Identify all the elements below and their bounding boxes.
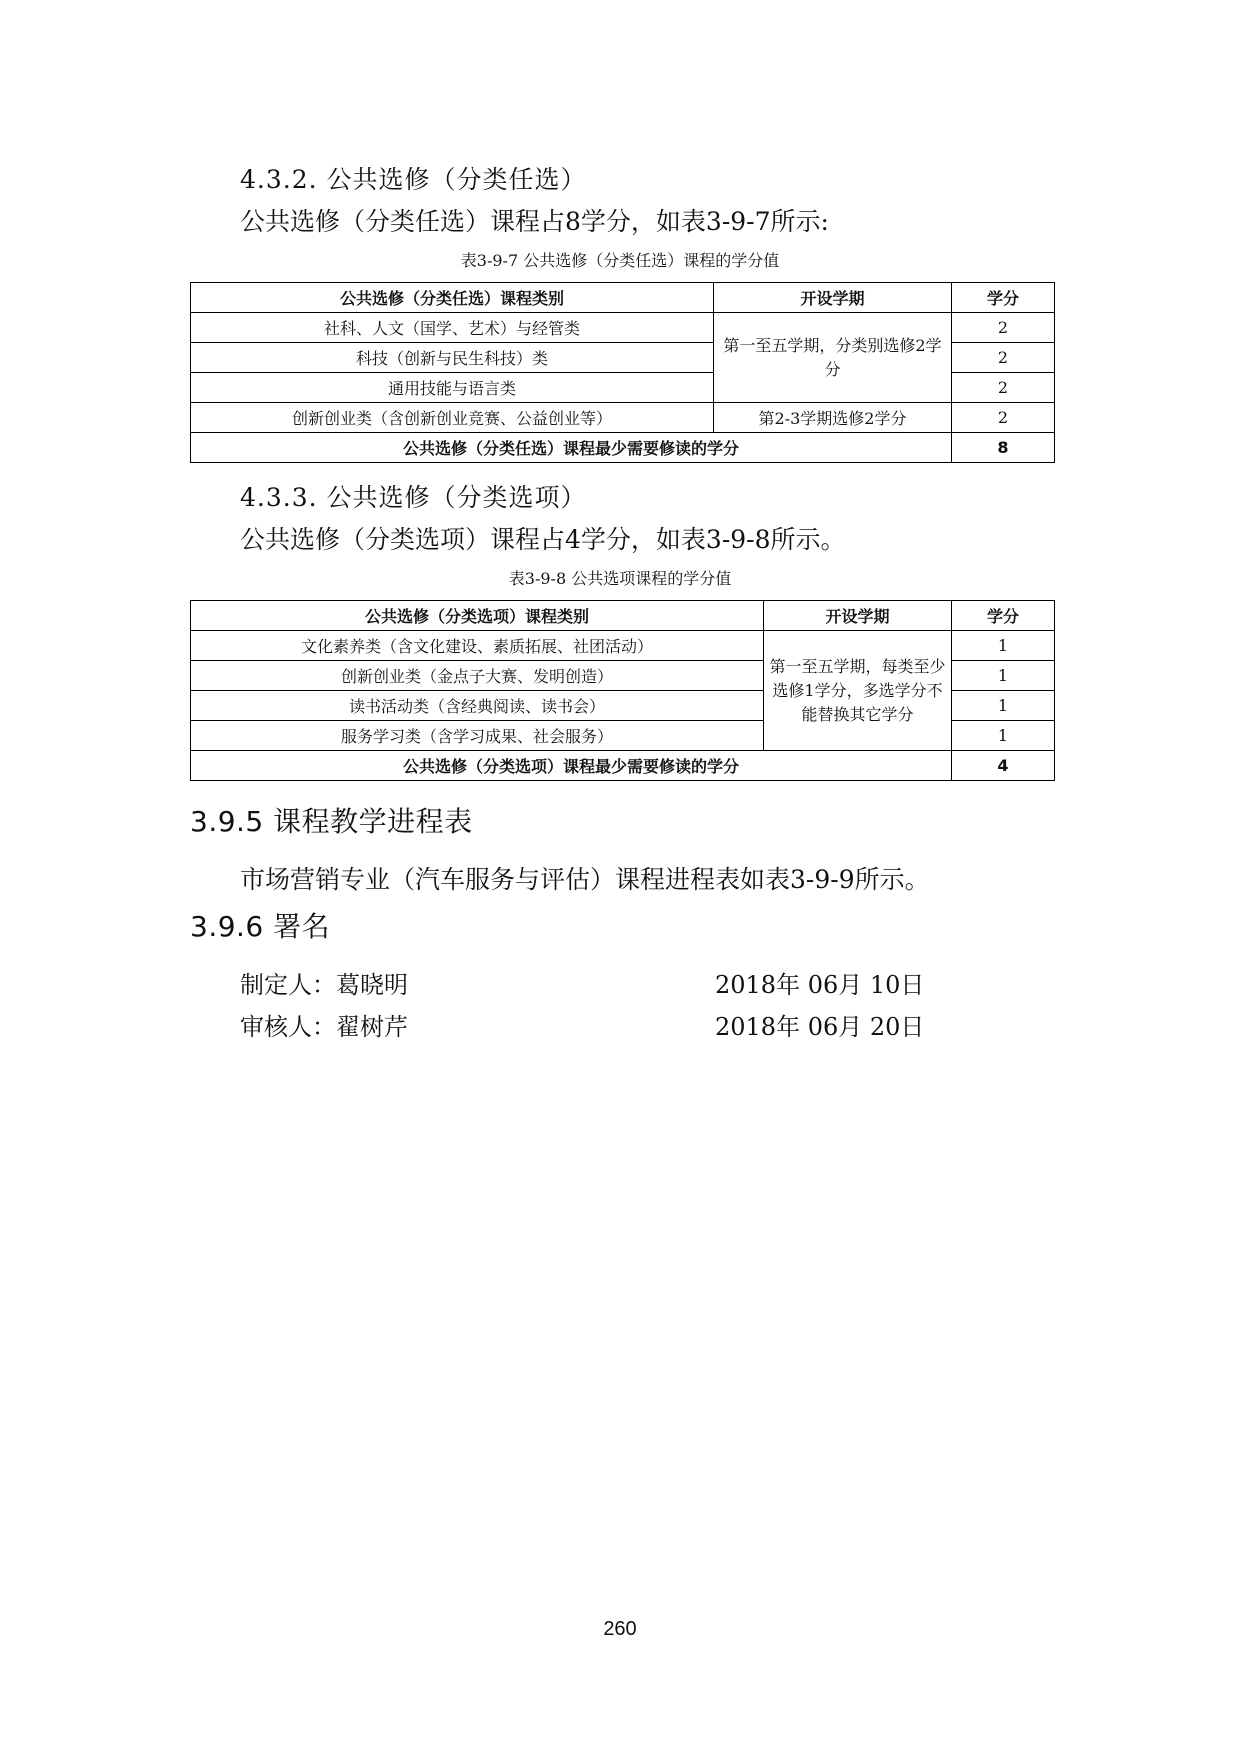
text-3-9-5: 市场营销专业（汽车服务与评估）课程进程表如表3-9-9所示。 bbox=[240, 865, 930, 894]
total-label: 公共选修（分类任选）课程最少需要修读的学分 bbox=[191, 433, 952, 463]
header-credit: 学分 bbox=[952, 283, 1055, 313]
reviewer-label: 审核人：翟树芹 bbox=[240, 1013, 408, 1041]
row-category: 创新创业类（含创新创业竞赛、公益创业等） bbox=[191, 403, 714, 433]
row-category: 服务学习类（含学习成果、社会服务） bbox=[191, 721, 764, 751]
row-credit: 2 bbox=[952, 343, 1055, 373]
table-header-row bbox=[191, 283, 1055, 313]
row-category: 创新创业类（金点子大赛、发明创造） bbox=[191, 661, 764, 691]
row-category: 通用技能与语言类 bbox=[191, 373, 714, 403]
header-category: 公共选修（分类任选）课程类别 bbox=[191, 283, 714, 313]
total-label: 公共选修（分类选项）课程最少需要修读的学分 bbox=[191, 751, 952, 781]
row-credit: 1 bbox=[952, 691, 1055, 721]
table-header-row bbox=[191, 601, 1055, 631]
table-3-9-8 bbox=[190, 600, 1055, 781]
merged-term-cell: 第一至五学期，每类至少选修1学分，多选学分不能替换其它学分 bbox=[764, 631, 952, 751]
row-credit: 2 bbox=[952, 403, 1055, 433]
reviewer-date: 2018年 06月 20日 bbox=[715, 1013, 925, 1041]
total-value: 8 bbox=[952, 433, 1055, 463]
row-category: 文化素养类（含文化建设、素质拓展、社团活动） bbox=[191, 631, 764, 661]
table-row bbox=[191, 631, 1055, 661]
row-category: 科技（创新与民生科技）类 bbox=[191, 343, 714, 373]
total-value: 4 bbox=[952, 751, 1055, 781]
heading-3-9-6: 3.9.6 署名 bbox=[190, 910, 331, 943]
table-total-row bbox=[191, 751, 1055, 781]
merged-term-cell: 第一至五学期，分类别选修2学分 bbox=[714, 313, 952, 403]
signer-date: 2018年 06月 10日 bbox=[715, 971, 925, 999]
row-credit: 2 bbox=[952, 313, 1055, 343]
header-credit: 学分 bbox=[952, 601, 1055, 631]
heading-3-9-5: 3.9.5 课程教学进程表 bbox=[190, 805, 473, 838]
row-credit: 1 bbox=[952, 661, 1055, 691]
caption-table-3-9-8: 表3-9-8 公共选项课程的学分值 bbox=[508, 569, 732, 588]
row-credit: 2 bbox=[952, 373, 1055, 403]
header-term: 开设学期 bbox=[764, 601, 952, 631]
page-number: 260 bbox=[603, 1618, 637, 1640]
table-row bbox=[191, 403, 1055, 433]
header-term: 开设学期 bbox=[714, 283, 952, 313]
row-category: 社科、人文（国学、艺术）与经管类 bbox=[191, 313, 714, 343]
intro-4-3-2: 公共选修（分类任选）课程占8学分，如表3-9-7所示: bbox=[240, 207, 829, 236]
row-credit: 1 bbox=[952, 721, 1055, 751]
row-credit: 1 bbox=[952, 631, 1055, 661]
heading-4-3-3: 4.3.3. 公共选修（分类选项） bbox=[240, 483, 587, 512]
table-3-9-7 bbox=[190, 282, 1055, 463]
intro-4-3-3: 公共选修（分类选项）课程占4学分，如表3-9-8所示。 bbox=[240, 525, 846, 554]
caption-table-3-9-7: 表3-9-7 公共选修（分类任选）课程的学分值 bbox=[460, 251, 780, 270]
heading-4-3-2: 4.3.2. 公共选修（分类任选） bbox=[240, 165, 587, 194]
row-category: 读书活动类（含经典阅读、读书会） bbox=[191, 691, 764, 721]
table-row bbox=[191, 313, 1055, 343]
header-category: 公共选修（分类选项）课程类别 bbox=[191, 601, 764, 631]
signer-label: 制定人：葛晓明 bbox=[240, 971, 408, 999]
row-term: 第2-3学期选修2学分 bbox=[714, 403, 952, 433]
table-total-row bbox=[191, 433, 1055, 463]
